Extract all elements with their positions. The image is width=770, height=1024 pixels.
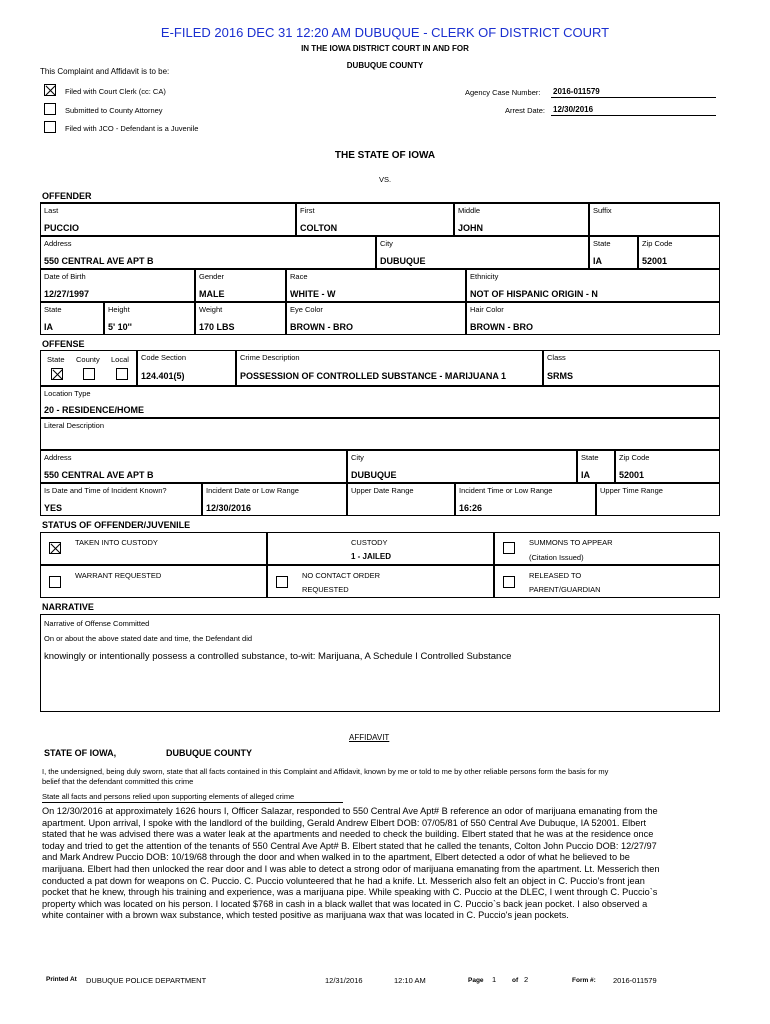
narrative-sub-label: Narrative of Offense Committed bbox=[44, 619, 150, 628]
submitted-to-county-attorney-checkbox[interactable] bbox=[44, 103, 56, 115]
court-line-2: DUBUQUE COUNTY bbox=[346, 61, 424, 70]
status-custody-cell bbox=[267, 532, 494, 565]
footer-date: 12/31/2016 bbox=[325, 976, 363, 985]
released-label-1: RELEASED TO bbox=[529, 571, 582, 580]
form-number: 2016-011579 bbox=[613, 976, 657, 985]
warrant-checkbox[interactable] bbox=[49, 576, 61, 588]
facts-line: marijuana. Elbert had then unlocked the rear door and I was able to detect a strong odor of marijuana emanating from the apartment. Lt. Messerich then bbox=[42, 863, 660, 874]
offense-location-type-cell bbox=[40, 386, 720, 418]
offense-county-checkbox[interactable] bbox=[83, 368, 95, 380]
efiled-stamp: E-FILED 2016 DEC 31 12:20 AM DUBUQUE - CLERK OF DISTRICT COURT bbox=[160, 25, 610, 40]
facts-line: today and tried to get the attention of the tenants of 550 Central Ave Apt# B. Elbert stated that he called the tenants, Colton John Puccio DOB: 12/27/97 bbox=[42, 840, 657, 851]
form-label: Form #: bbox=[572, 977, 596, 984]
offender-race-cell bbox=[286, 269, 466, 302]
no-contact-checkbox[interactable] bbox=[276, 576, 288, 588]
offender-height-value: 5' 10'' bbox=[108, 322, 132, 332]
offender-weight-label: Weight bbox=[199, 305, 223, 314]
offender-gender-value: MALE bbox=[199, 289, 225, 299]
page-total: 2 bbox=[524, 975, 529, 984]
offender-ethnicity-cell bbox=[466, 269, 720, 302]
offender-address-value: 550 CENTRAL AVE APT B bbox=[44, 256, 154, 266]
facts-line: stated that he was advised there was a water leak at the apartments and needed to check the building. Elbert stated that he was at the residence once bbox=[42, 829, 654, 840]
offender-state-label: State bbox=[593, 239, 611, 248]
status-summons-cell bbox=[494, 532, 720, 565]
offender-suffix-label: Suffix bbox=[593, 206, 612, 215]
offense-class-value: SRMS bbox=[547, 371, 574, 381]
arrest-date-label: Arrest Date: bbox=[505, 106, 546, 115]
agency-case-value: 2016-011579 bbox=[553, 87, 600, 96]
offense-state2-value: IA bbox=[581, 470, 590, 480]
offense-crime-label: Crime Description bbox=[240, 353, 300, 362]
facts-underline bbox=[42, 802, 343, 803]
status-taken-cell bbox=[40, 532, 267, 565]
offense-state-label: State bbox=[47, 355, 65, 364]
status-no-contact-cell bbox=[267, 565, 494, 598]
state-title: THE STATE OF IOWA bbox=[334, 150, 436, 161]
affidavit-title: AFFIDAVIT bbox=[349, 733, 390, 742]
offender-address-cell bbox=[40, 236, 376, 269]
offense-city-value: DUBUQUE bbox=[351, 470, 397, 480]
offender-height-label: Height bbox=[108, 305, 130, 314]
status-released-cell bbox=[494, 565, 720, 598]
offender-eye-label: Eye Color bbox=[290, 305, 323, 314]
offense-state2-label: State bbox=[581, 453, 599, 462]
offense-class-cell bbox=[543, 350, 720, 386]
no-contact-label-1: NO CONTACT ORDER bbox=[302, 571, 381, 580]
offense-address-value: 550 CENTRAL AVE APT B bbox=[44, 470, 154, 480]
facts-line: property which was located on his person. I located $768 in cash in a black wallet that was located in C. Puccio`s back jean pocket. I also observed a bbox=[42, 898, 648, 909]
warrant-label: WARRANT REQUESTED bbox=[75, 571, 162, 580]
offense-zip-value: 52001 bbox=[619, 470, 645, 480]
offense-state-cell bbox=[577, 450, 615, 483]
footer-time: 12:10 AM bbox=[394, 976, 426, 985]
filed-with-clerk-label: Filed with Court Clerk (cc: CA) bbox=[65, 87, 166, 96]
offender-zip-label: Zip Code bbox=[642, 239, 673, 248]
offender-hair-label: Hair Color bbox=[470, 305, 504, 314]
offender-city-label: City bbox=[380, 239, 393, 248]
incident-time-high-label: Upper Time Range bbox=[600, 486, 663, 495]
incident-time-low-label: Incident Time or Low Range bbox=[459, 486, 553, 495]
offense-crime-value: POSSESSION OF CONTROLLED SUBSTANCE - MARIJUANA 1 bbox=[240, 371, 507, 381]
offender-state-cell bbox=[589, 236, 638, 269]
offender-zip-value: 52001 bbox=[642, 256, 668, 266]
offender-middle-cell bbox=[454, 203, 589, 236]
complaint-to-be-label: This Complaint and Affidavit is to be: bbox=[40, 67, 170, 76]
offense-local-checkbox[interactable] bbox=[116, 368, 128, 380]
offense-jurisdiction-cell bbox=[40, 350, 137, 386]
taken-into-custody-label: TAKEN INTO CUSTODY bbox=[75, 538, 158, 547]
affidavit-oath-1: I, the undersigned, being duly sworn, state that all facts contained in this Complaint and Affidavit, known by me or told to me by other reliable persons form the basis for my bbox=[42, 767, 609, 776]
offender-city-cell bbox=[376, 236, 589, 269]
incident-date-high-cell bbox=[347, 483, 455, 516]
affidavit-state: STATE OF IOWA, bbox=[44, 748, 117, 758]
filed-with-jco-checkbox[interactable] bbox=[44, 121, 56, 133]
offender-city-value: DUBUQUE bbox=[380, 256, 426, 266]
offense-code-label: Code Section bbox=[141, 353, 187, 362]
narrative-line-2: knowingly or intentionally possess a controlled substance, to-wit: Marijuana, A Schedule I Controlled Substance bbox=[44, 651, 512, 662]
facts-line: pocket that he knew, through his training and experience, was a marijuana pipe. While speaking with C. Puccio at the DLEC, I went through C. Puccio`s bbox=[42, 887, 658, 898]
offense-city-cell bbox=[347, 450, 577, 483]
printed-at-label: Printed At bbox=[46, 976, 77, 983]
filed-with-jco-label: Filed with JCO - Defendant is a Juvenile bbox=[65, 124, 199, 133]
offender-first-cell bbox=[296, 203, 454, 236]
released-label-2: PARENT/GUARDIAN bbox=[529, 585, 601, 594]
offender-eye-cell bbox=[286, 302, 466, 335]
facts-paragraph bbox=[42, 806, 732, 922]
offender-middle-value: JOHN bbox=[458, 223, 484, 233]
facts-heading: State all facts and persons relied upon supporting elements of alleged crime bbox=[42, 792, 295, 801]
offender-gender-cell bbox=[195, 269, 286, 302]
offender-dl-state-label: State bbox=[44, 305, 62, 314]
offense-literal-cell bbox=[40, 418, 720, 450]
offender-last-cell bbox=[40, 203, 296, 236]
offender-first-value: COLTON bbox=[300, 223, 338, 233]
offender-dob-cell bbox=[40, 269, 195, 302]
offender-eye-value: BROWN - BRO bbox=[290, 322, 353, 332]
arrest-date-underline bbox=[551, 115, 716, 116]
offense-location-type-value: 20 - RESIDENCE/HOME bbox=[44, 405, 145, 415]
page-label: Page bbox=[468, 977, 484, 984]
offender-address-label: Address bbox=[44, 239, 72, 248]
offense-state-checkbox[interactable] bbox=[51, 368, 63, 380]
taken-into-custody-checkbox[interactable] bbox=[49, 542, 61, 554]
offense-address-cell bbox=[40, 450, 347, 483]
facts-line: apartment. Upon arrival, I spoke with the landlord of the building, Gerald Andrew Elbert DOB: 07/05/81 of 550 Central Ave Dubuque, IA 52001. Elbert bbox=[42, 817, 647, 828]
status-warrant-cell bbox=[40, 565, 267, 598]
page-number: 1 bbox=[492, 975, 497, 984]
offender-dl-state-value: IA bbox=[44, 322, 53, 332]
offense-zip-label: Zip Code bbox=[619, 453, 650, 462]
incident-date-low-label: Incident Date or Low Range bbox=[206, 486, 299, 495]
offense-crime-cell bbox=[236, 350, 543, 386]
offender-middle-label: Middle bbox=[458, 206, 481, 215]
offense-address-label: Address bbox=[44, 453, 72, 462]
incident-known-cell bbox=[40, 483, 202, 516]
offender-suffix-cell bbox=[589, 203, 720, 236]
incident-date-high-label: Upper Date Range bbox=[351, 486, 414, 495]
facts-line: white container with a brown wax substance, which tested positive as marijuana wax that was located in C. Puccio's jean pockets. bbox=[42, 910, 569, 921]
released-checkbox[interactable] bbox=[503, 576, 515, 588]
offender-zip-cell bbox=[638, 236, 720, 269]
offense-heading: OFFENSE bbox=[42, 339, 85, 349]
offender-dob-label: Date of Birth bbox=[44, 272, 86, 281]
offender-weight-value: 170 LBS bbox=[199, 322, 235, 332]
summons-sub-label: (Citation Issued) bbox=[529, 553, 584, 562]
submitted-to-county-attorney-label: Submitted to County Attorney bbox=[65, 106, 163, 115]
narrative-heading: NARRATIVE bbox=[42, 602, 94, 612]
offense-county-label: County bbox=[76, 355, 100, 364]
affidavit-oath-2: belief that the defendant committed this crime bbox=[42, 777, 194, 786]
offender-state-value: IA bbox=[593, 256, 602, 266]
summons-label: SUMMONS TO APPEAR bbox=[529, 538, 613, 547]
of-label: of bbox=[512, 977, 519, 984]
offender-weight-cell bbox=[195, 302, 286, 335]
offender-first-label: First bbox=[300, 206, 315, 215]
printed-at-value: DUBUQUE POLICE DEPARTMENT bbox=[86, 976, 207, 985]
offender-race-value: WHITE - W bbox=[290, 289, 336, 299]
incident-date-low-value: 12/30/2016 bbox=[206, 503, 252, 513]
offender-last-value: PUCCIO bbox=[44, 223, 80, 233]
custody-label: CUSTODY bbox=[351, 538, 388, 547]
offense-city-label: City bbox=[351, 453, 364, 462]
incident-known-label: Is Date and Time of Incident Known? bbox=[44, 486, 167, 495]
narrative-box bbox=[40, 614, 720, 712]
arrest-date-value: 12/30/2016 bbox=[553, 105, 594, 114]
offense-zip-cell bbox=[615, 450, 720, 483]
offense-local-label: Local bbox=[111, 355, 129, 364]
offender-ethnicity-label: Ethnicity bbox=[470, 272, 499, 281]
agency-case-label: Agency Case Number: bbox=[465, 88, 541, 97]
offender-height-cell bbox=[104, 302, 195, 335]
offender-dl-state-cell bbox=[40, 302, 104, 335]
offender-last-label: Last bbox=[44, 206, 59, 215]
offender-gender-label: Gender bbox=[199, 272, 225, 281]
offender-ethnicity-value: NOT OF HISPANIC ORIGIN - N bbox=[470, 289, 598, 299]
court-line-1: IN THE IOWA DISTRICT COURT IN AND FOR bbox=[301, 44, 469, 53]
facts-line: conducted a pat down for weapons on C. Puccio. C. Puccio volunteered that he had a knife. Lt. Messerich also felt an object in C. Puccio's front jean bbox=[42, 875, 645, 886]
offender-race-label: Race bbox=[290, 272, 308, 281]
facts-line: and Mark Andrew Puccio DOB: 10/19/68 through the door and when walked in to the apartment, Elbert detected a odor of what he believed to be bbox=[42, 852, 630, 863]
incident-known-value: YES bbox=[44, 503, 63, 513]
incident-time-low-value: 16:26 bbox=[459, 503, 483, 513]
offense-location-type-label: Location Type bbox=[44, 389, 91, 398]
offense-code-cell bbox=[137, 350, 236, 386]
incident-time-high-cell bbox=[596, 483, 720, 516]
agency-case-underline bbox=[551, 97, 716, 98]
incident-time-low-cell bbox=[455, 483, 596, 516]
offender-hair-value: BROWN - BRO bbox=[470, 322, 533, 332]
offense-code-value: 124.401(5) bbox=[141, 371, 185, 381]
custody-value: 1 - JAILED bbox=[351, 552, 392, 561]
incident-date-low-cell bbox=[202, 483, 347, 516]
summons-checkbox[interactable] bbox=[503, 542, 515, 554]
offense-literal-label: Literal Description bbox=[44, 421, 105, 430]
offense-class-label: Class bbox=[547, 353, 566, 362]
facts-line: On 12/30/2016 at approximately 1626 hours I, Officer Salazar, responded to 550 Central Ave Apt# B reference an odor of marijuana emanating from the bbox=[42, 806, 658, 816]
narrative-line-1: On or about the above stated date and time, the Defendant did bbox=[44, 634, 253, 643]
vs-label: VS. bbox=[378, 175, 392, 184]
offender-heading: OFFENDER bbox=[42, 191, 92, 201]
offender-hair-cell bbox=[466, 302, 720, 335]
offender-dob-value: 12/27/1997 bbox=[44, 289, 90, 299]
affidavit-county: DUBUQUE COUNTY bbox=[166, 748, 253, 758]
filed-with-clerk-checkbox[interactable] bbox=[44, 84, 56, 96]
no-contact-label-2: REQUESTED bbox=[302, 585, 349, 594]
status-heading: STATUS OF OFFENDER/JUVENILE bbox=[42, 520, 191, 530]
